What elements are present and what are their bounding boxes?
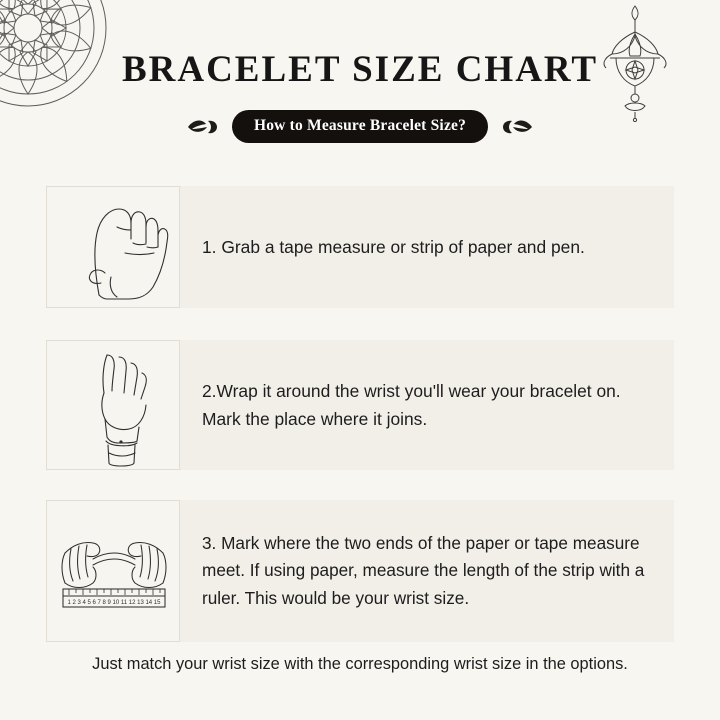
step-row-1 (46, 186, 674, 308)
leaf-flourish-right-icon (500, 116, 534, 138)
step-text-2: 2.Wrap it around the wrist you'll wear your bracelet on. Mark the place where it joins. (202, 380, 621, 429)
hands-measuring-paper-strip-with-ruler-icon (46, 500, 180, 642)
ruler-tick-labels: 1 2 3 4 5 6 7 8 9 10 11 12 13 14 15 (67, 600, 161, 606)
footer-note: Just match your wrist size with the corresponding wrist size in the options. (92, 655, 628, 673)
step-row-3 (46, 500, 674, 642)
step-row-2 (46, 340, 674, 470)
hand-with-tape-wrapped-around-wrist-icon (46, 340, 180, 470)
closed-fist-with-tape-line-icon (46, 186, 180, 308)
step-text-1: 1. Grab a tape measure or strip of paper and pen. (202, 236, 585, 257)
page-title: BRACELET SIZE CHART (121, 49, 599, 90)
subtitle-pill: How to Measure Bracelet Size? (232, 110, 488, 143)
step-text-3: 3. Mark where the two ends of the paper or tape measure meet. If using paper, measure the length of the strip with a ruler. This would be your wrist size. (202, 533, 645, 608)
subtitle-row (0, 110, 720, 143)
leaf-flourish-left-icon (186, 116, 220, 138)
